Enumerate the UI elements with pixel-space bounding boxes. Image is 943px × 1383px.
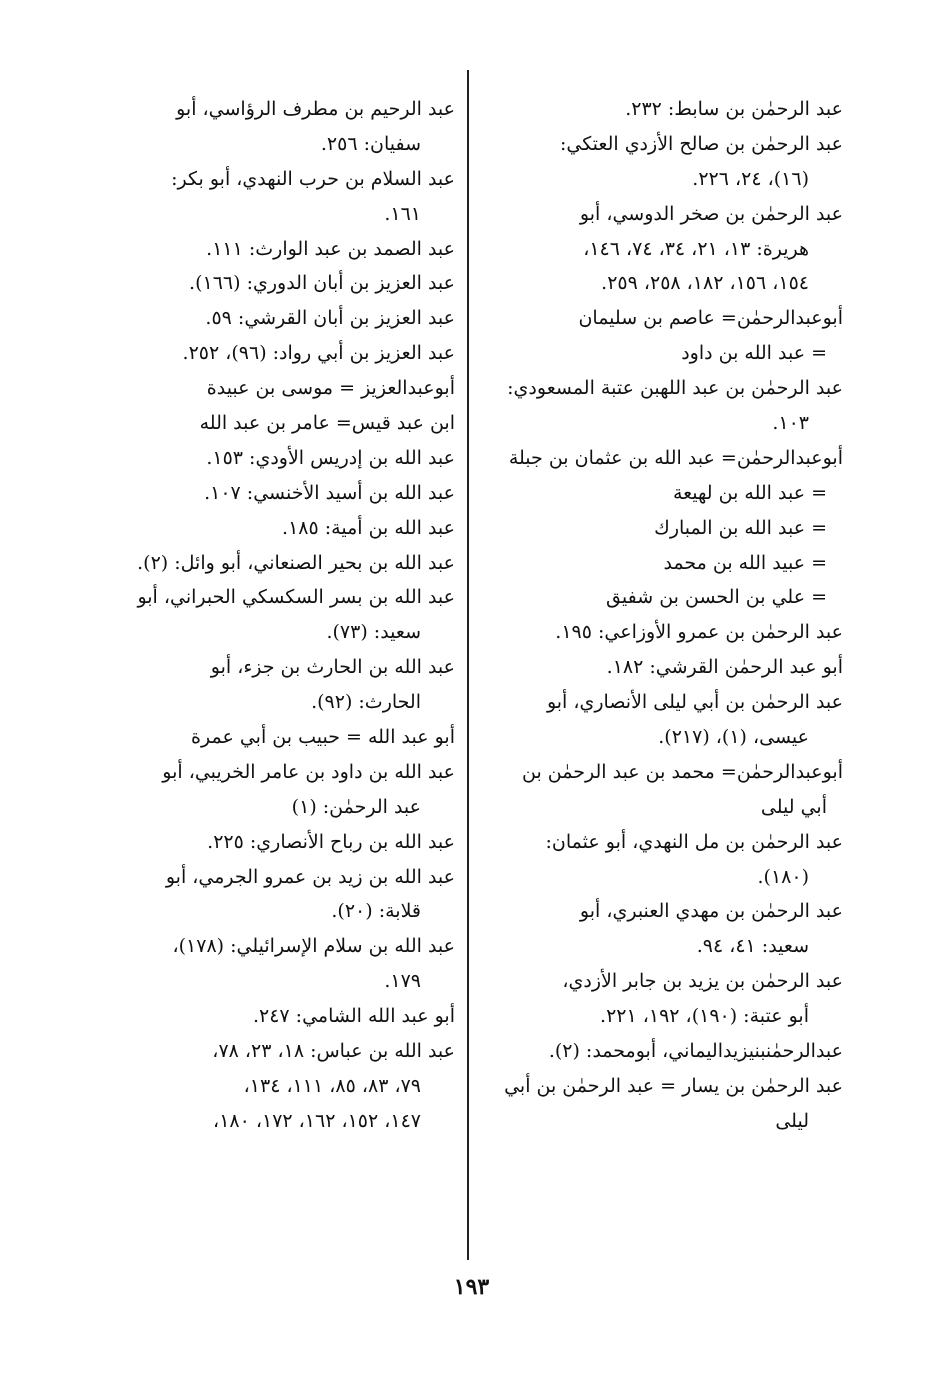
index-entry-line: = عبد الله بن المبارك (654, 516, 827, 539)
index-entry-line: عبد العزيز بن أبان الدوري: (١٦٦). (189, 272, 455, 295)
index-entry-line: عبد الله بن بحير الصنعاني، أبو وائل: (٢). (137, 551, 455, 574)
index-entry-line: أبو عبد الله = حبيب بن أبي عمرة (191, 726, 455, 749)
index-entry-line: عبد الصمد بن عبد الوارث: ١١١. (206, 237, 455, 260)
index-entry-line: ١٧٩. (384, 970, 421, 993)
index-entry-line: عيسى، (١)، (٢١٧). (658, 726, 809, 749)
index-entry-line: قلابة: (٢٠). (331, 900, 421, 923)
index-entry-line: عبد الرحيم بن مطرف الرؤاسي، أبو (176, 98, 455, 120)
index-entry-line: عبد الله بن زيد بن عمرو الجرمي، أبو (165, 865, 455, 888)
index-entry-line: عبد الرحمٰن: (١) (291, 795, 421, 818)
index-entry-line: عبد الله بن عباس: ١٨، ٢٣، ٧٨، (212, 1040, 455, 1063)
index-entry-line: ١٥٤، ١٥٦، ١٨٢، ٢٥٨، ٢٥٩. (601, 272, 809, 295)
index-entry-line: عبد الله بن أمية: ١٨٥. (282, 516, 455, 539)
index-entry-line: عبد الرحمٰن بن صالح الأزدي العتكي: (559, 132, 843, 155)
index-entry-line: أبو عبد الله الشامي: ٢٤٧. (252, 1005, 455, 1028)
index-entry-line: أبوعبدالعزيز = موسى بن عبيدة (206, 377, 455, 400)
index-entry-line: عبد الله بن سلام الإسرائيلي: (١٧٨)، (172, 935, 455, 958)
index-entry-line: سعيد: ٤١، ٩٤. (696, 935, 809, 958)
index-entry-line: = عبد الله بن لهيعة (672, 481, 827, 504)
index-entry-line: هريرة: ١٣، ٢١، ٣٤، ٧٤، ١٤٦، (583, 237, 809, 260)
index-entry-line: عبد الله بن داود بن عامر الخريبي، أبو (162, 760, 455, 783)
page-number: ١٩٣ (453, 1274, 490, 1300)
index-entry-line: عبد السلام بن حرب النهدي، أبو بكر: (171, 167, 455, 190)
index-entry-line: (١٨٠). (757, 865, 809, 888)
index-entry-line: عبد الله بن بسر السكسكي الحبراني، أبو (137, 586, 455, 609)
index-entry-line: أبو عتبة: (١٩٠)، ١٩٢، ٢٢١. (600, 1005, 809, 1028)
index-entry-line: عبد الرحمٰن بن يزيد بن جابر الأزدي، (562, 970, 843, 993)
index-entry-line: عبد العزيز بن أبان القرشي: ٥٩. (205, 307, 455, 330)
index-entry-line: أبو عبد الرحمٰن القرشي: ١٨٢. (606, 656, 843, 679)
index-entry-line: عبد الرحمٰن بن مهدي العنبري، أبو (579, 900, 843, 923)
index-entry-line: ليلى (775, 1109, 809, 1132)
index-entry-line: عبد العزيز بن أبي رواد: (٩٦)، ٢٥٢. (182, 342, 455, 365)
column-divider (467, 70, 469, 1260)
index-entry-line: سعيد: (٧٣). (326, 621, 421, 644)
index-entry-line: عبد الله بن أسيد الأخنسي: ١٠٧. (204, 481, 455, 504)
index-entry-line: أبوعبدالرحمٰن= محمد بن عبد الرحمٰن بن (522, 760, 843, 783)
index-entry-line: عبد الرحمٰن بن عمرو الأوزاعي: ١٩٥. (555, 621, 843, 644)
index-entry-line: عبد الرحمٰن بن يسار = عبد الرحمٰن بن أبي (504, 1074, 843, 1097)
index-entry-line: عبدالرحمٰنبنيزيداليماني، أبومحمد: (٢). (548, 1040, 843, 1063)
index-entry-line: عبد الله بن إدريس الأودي: ١٥٣. (206, 446, 455, 469)
index-entry-line: ٧٩، ٨٣، ٨٥، ١١١، ١٣٤، (243, 1074, 421, 1097)
index-entry-line: = عبد الله بن داود (681, 342, 827, 365)
index-entry-line: عبد الرحمٰن بن مل النهدي، أبو عثمان: (545, 830, 843, 853)
index-entry-line: عبد الرحمٰن بن صخر الدوسي، أبو (579, 202, 843, 225)
index-entry-line: الحارث: (٩٢). (311, 691, 421, 714)
left-column (77, 92, 455, 1139)
index-entry-line: = عبيد الله بن محمد (663, 551, 827, 574)
index-entry-line: ١٤٧، ١٥٢، ١٦٢، ١٧٢، ١٨٠، (213, 1109, 421, 1132)
index-entry-line: عبد الرحمٰن بن عبد اللهبن عتبة المسعودي: (507, 377, 843, 400)
index-entry-line: عبد الرحمٰن بن أبي ليلى الأنصاري، أبو (546, 691, 843, 714)
index-entry-line: = علي بن الحسن بن شفيق (606, 586, 827, 609)
index-entry-line: أبوعبدالرحمٰن= عبد الله بن عثمان بن جبلة (508, 446, 843, 469)
index-entry-line: سفيان: ٢٥٦. (320, 132, 421, 155)
index-entry-line: عبد الله بن الحارث بن جزء، أبو (210, 656, 455, 679)
index-entry-line: ١٦١. (384, 202, 421, 225)
index-entry-line: أبوعبدالرحمٰن= عاصم بن سليمان (578, 307, 843, 330)
right-column (465, 92, 843, 1139)
index-entry-line: عبد الله بن رباح الأنصاري: ٢٢٥. (207, 830, 455, 853)
index-entry-line: أبي ليلى (760, 795, 827, 818)
index-entry-line: ١٠٣. (772, 412, 809, 435)
index-entry-line: ابن عبد قيس= عامر بن عبد الله (199, 412, 455, 435)
index-entry-line: (١٦)، ٢٤، ٢٢٦. (692, 167, 809, 190)
index-entry-line: عبد الرحمٰن بن سابط: ٢٣٢. (625, 98, 843, 120)
